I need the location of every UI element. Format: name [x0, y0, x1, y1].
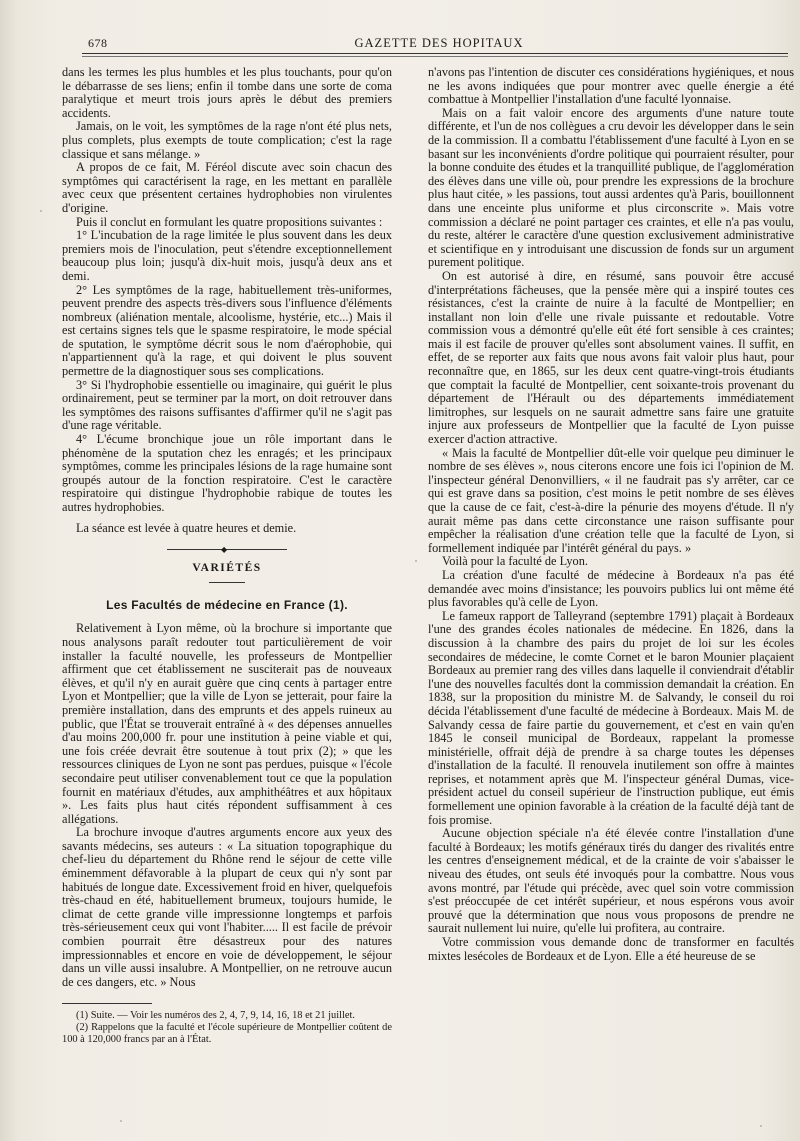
- paragraph: dans les termes les plus humbles et les plus touchants, pour qu'on le débarrasse de ses liens; enfin il tombe dans une sorte de coma paralytique et meurt trois jours après le début des premiers accidents.: [62, 65, 392, 120]
- footnote: (2) Rappelons que la faculté et l'école supérieure de Montpellier coûtent de 100 à 120,000 francs par an à l'État.: [62, 1022, 392, 1045]
- paragraph: Puis il conclut en formulant les quatre propositions suivantes :: [76, 214, 383, 229]
- ornamental-divider: [167, 545, 287, 555]
- page-header: [82, 30, 796, 52]
- paragraph: « Mais la faculté de Montpellier dût-elle voir quelque peu diminuer le nombre de ses élèves », nous citerons encore une fois ici l'opinion de M. l'inspecteur général Denonvilliers, « il ne faudrait pas s'y arrêter, car ce qui est grave dans sa position, c'est moins le petit nombre de ses élèves que la cause de ce fait, c'est-à-dire la pénurie des moyens d'étude. Il n'y aurait même pas dans cette circonstance une raison suffisante pour empêcher la réalisation d'une création telle que la faculté de Lyon, si formellement indiquée par l'intérêt général du pays. »: [428, 445, 794, 555]
- paper-speck: [120, 1120, 122, 1122]
- right-column: [428, 66, 794, 963]
- paragraph: Voilà pour la faculté de Lyon.: [442, 554, 588, 569]
- paragraph: Votre commission vous demande donc de transformer en facultés mixtes lesécoles de Bordeaux et de Lyon. Elle a été heureuse de se: [428, 935, 794, 963]
- paragraph: La création d'une faculté de médecine à Bordeaux n'a pas été demandée avec moins d'insistance; les pouvoirs publics lui ont même été plus favorables qu'à celle de Lyon.: [428, 567, 794, 610]
- paragraph: Le fameux rapport de Talleyrand (septembre 1791) plaçait à Bordeaux l'une des grandes écoles nationales de médecine. En 1826, dans la discussion à la chambre des pairs du projet de loi sur les écoles secondaires de médecine, le comte Cornet et le baron Mounier plaçaient Bordeaux au premier rang des villes dans laquelle il conviendrait d'établir l'une des nouvelles facultés dont la commission demandait la création. En 1838, sur la proposition du ministre M. de Salvandy, le conseil du roi décida l'établissement d'une faculté de médecine à Bordeaux. Mais M. de Salvandy cessa de faire partie du gouvernement, et c'est en vain qu'en 1845 le conseil municipal de Bordeaux, rappelant la promesse ministérielle, offrait déjà de prendre à sa charge toutes les dépenses d'installation de la faculté. Il renouvela inutilement son offre à maintes reprises, et notamment après que M. l'inspecteur général Dumas, vice-président actuel du conseil supérieur de l'instruction publique, eut émis formellement une opinion favorable à la création de la faculté déjà tant de fois promise.: [428, 608, 794, 827]
- divider-ornament: ◆: [221, 545, 228, 555]
- paragraph: A propos de ce fait, M. Féréol discute avec soin chacun des symptômes qui caractérisent la rage, en les mettant en parallèle avec ceux que présentent certaines hydrophobies non virulentes d'origine.: [62, 160, 392, 215]
- section-title: VARIÉTÉS: [192, 562, 262, 575]
- paper-speck: [415, 560, 417, 562]
- paragraph: Aucune objection spéciale n'a été élevée contre l'installation d'une faculté à Bordeaux; les motifs généraux tirés du danger des rivalités entre les centres d'enseignement médical, et de la crainte de voir s'abaisser le niveau des études, ont seuls été invoqués pour la combattre. Nous vous avons montré, par l'étude qui précède, avec quel soin votre commission s'est préoccupée de cet intérêt supérieur, et nous espérons vous avoir prouvé que la détermination que nous vous proposons de prendre ne saurait nullement lui nuire, qu'elle lui profitera, au contraire.: [428, 826, 794, 936]
- paper-speck: [760, 1125, 762, 1127]
- page-number: 678: [88, 36, 108, 50]
- article-title: Les Facultés de médecine en France (1).: [106, 597, 348, 612]
- footnote-rule: [62, 1003, 152, 1004]
- section-rule: [209, 582, 245, 583]
- footnote: (1) Suite. — Voir les numéros des 2, 4, 7, 9, 14, 16, 18 et 21 juillet.: [76, 1010, 355, 1022]
- header-rule-thin: [82, 56, 788, 57]
- running-title: GAZETTE DES HOPITAUX: [354, 36, 524, 50]
- paper-speck: [40, 210, 42, 212]
- header-rule: [82, 53, 788, 54]
- paragraph: 1° L'incubation de la rage limitée le plus souvent dans les deux premiers mois de l'inoculation, peut s'étendre exceptionnellement beaucoup plus loin; jusqu'à dix-huit mois, jusqu'à deux ans et demi.: [62, 228, 392, 283]
- paragraph: La brochure invoque d'autres arguments encore aux yeux des savants médecins, ses auteurs : « La situation topographique du chef-lieu du département du Rhône rend le séjour de cette ville éminemment défavorable à la plupart de ceux qui n'y sont par habitués de longue date. Excessivement froid en hiver, quelquefois très-chaud en été, habituellement brumeux, toujours humide, le climat de cette grande ville impressionne longtemps et parfois très-sérieusement ceux qui vont l'habiter..... Il est facile de prévoir combien pourrait être désastreux pour des natures impressionnables et encore en voie de développement, le séjour dans un ville aussi insalubre. A Montpellier, on ne retrouve aucun de ces dangers, etc. » Nous: [62, 825, 392, 989]
- paragraph: Mais on a fait valoir encore des arguments d'une nature toute différente, et l'un de nos collègues a cru devoir les développer dans le sein de la commission. Il a combattu l'établissement d'une faculté à Lyon en se basant sur les inconvénients d'ordre politique qui pourraient résulter, pour la bonne conduite des études et la tranquillité publique, de l'agglomération des élèves dans une ville où, pour prendre les expressions de la brochure plus haut citée, » les passions, tout aussi ardentes qu'à Paris, bouillonnent dans une enceinte plus uniforme et plus circonscrite ». Mais votre commission a déclaré ne point partager ces craintes, et elle n'a pas voulu, du reste, altérer le caractère d'une question exclusivement administrative et scientifique en y introduisant une discussion de fonds sur un argument purement politique.: [428, 105, 794, 270]
- paragraph: On est autorisé à dire, en résumé, sans pouvoir être accusé d'interprétations fâcheuses, que la pensée mère qui a inspiré toutes ces résistances, c'est la crainte de nuire à la faculté de Montpellier; en installant non loin d'elle une rivale puissante et redoutable. Votre commission vous a démontré qu'elle eût été fort sensible à ces craintes; mais il est facile de prouver qu'elles sont absolument vaines. Il suffit, en effet, de se reporter aux faits que nous avons fait valoir plus haut, pour reconnaître que, en 1865, sur les deux cent quatre-vingt-trois étudiants que comptait la faculté de Montpellier, cent soixante-trois provenant du département de l'Hérault ou des départements immédiatement limitrophes, sur lesquels on ne saurait admettre sans faire une gratuite injure aux professeurs de Montpellier que la faculté de Lyon puisse exercer d'action attractive.: [428, 268, 794, 447]
- paragraph: n'avons pas l'intention de discuter ces considérations hygiéniques, et nous ne les avons indiquées que pour montrer avec quelle énergie a été combattue à Montpellier l'installation d'une faculté lyonnaise.: [428, 65, 794, 107]
- paragraph: La séance est levée à quatre heures et demie.: [76, 520, 297, 535]
- paragraph: Jamais, on le voit, les symptômes de la rage n'ont été plus nets, plus complets, plus exempts de toute complication; c'est la rage classique et sans mélange. »: [62, 119, 392, 161]
- paragraph: 2° Les symptômes de la rage, habituellement très-uniformes, peuvent prendre des aspects très-divers sous l'influence d'éléments nombreux (aliénation mentale, alcoolisme, hystérie, etc...) Mais il est certains signes tels que le spasme respiratoire, le mode spécial de sputation, le symptôme décrit sous le nom d'aérophobie, qui n'appartiennent qu'à la rage, et qui doivent le plus souvent permettre de la diagnostiquer sous ses complications.: [62, 282, 392, 379]
- paragraph: 3° Si l'hydrophobie essentielle ou imaginaire, qui guérit le plus ordinairement, peut se terminer par la mort, on doit retrouver dans les symptômes des raisons suffisantes d'affirmer qu'il ne s'agit pas d'une rage véritable.: [62, 377, 392, 433]
- paragraph: Relativement à Lyon même, où la brochure si importante que nous analysons paraît redouter tout particulièrement de voir installer la faculté nouvelle, les professeurs de Montpellier affirment que cet établissement ne susciterait pas de nouveaux élèves, et qu'il n'y en aurait guère que cinq cents à partager entre Lyon et Montpellier; que la ville de Lyon se jetterait, pour faire la première installation, dans des emprunts et des appels ruineux au public, que l'État se trouverait entraîné à « des dépenses annuelles d'au moins 200,000 fr. pour une institution à peine viable et qui, une fois créée devrait être soutenue à tout prix (2); » que les ressources cliniques de Lyon ne sont pas perdues, puisque « l'école secondaire peut utiliser convenablement tout ce que la population fournit en matériaux d'études, aux amphithéâtres et aux hôpitaux ». Les faits plus haut cités répondent suffisamment à ces allégations.: [62, 621, 392, 826]
- left-column: [62, 66, 392, 1045]
- paragraph: 4° L'écume bronchique joue un rôle important dans le phénomène de la sputation chez les enragés; et les principaux symptômes, comme les principales lésions de la rage humaine sont groupés autour de la fonction respiratoire. C'est le caractère respiratoire qui distingue l'hydrophobie rabique de toutes les autres hydrophobies.: [62, 432, 392, 514]
